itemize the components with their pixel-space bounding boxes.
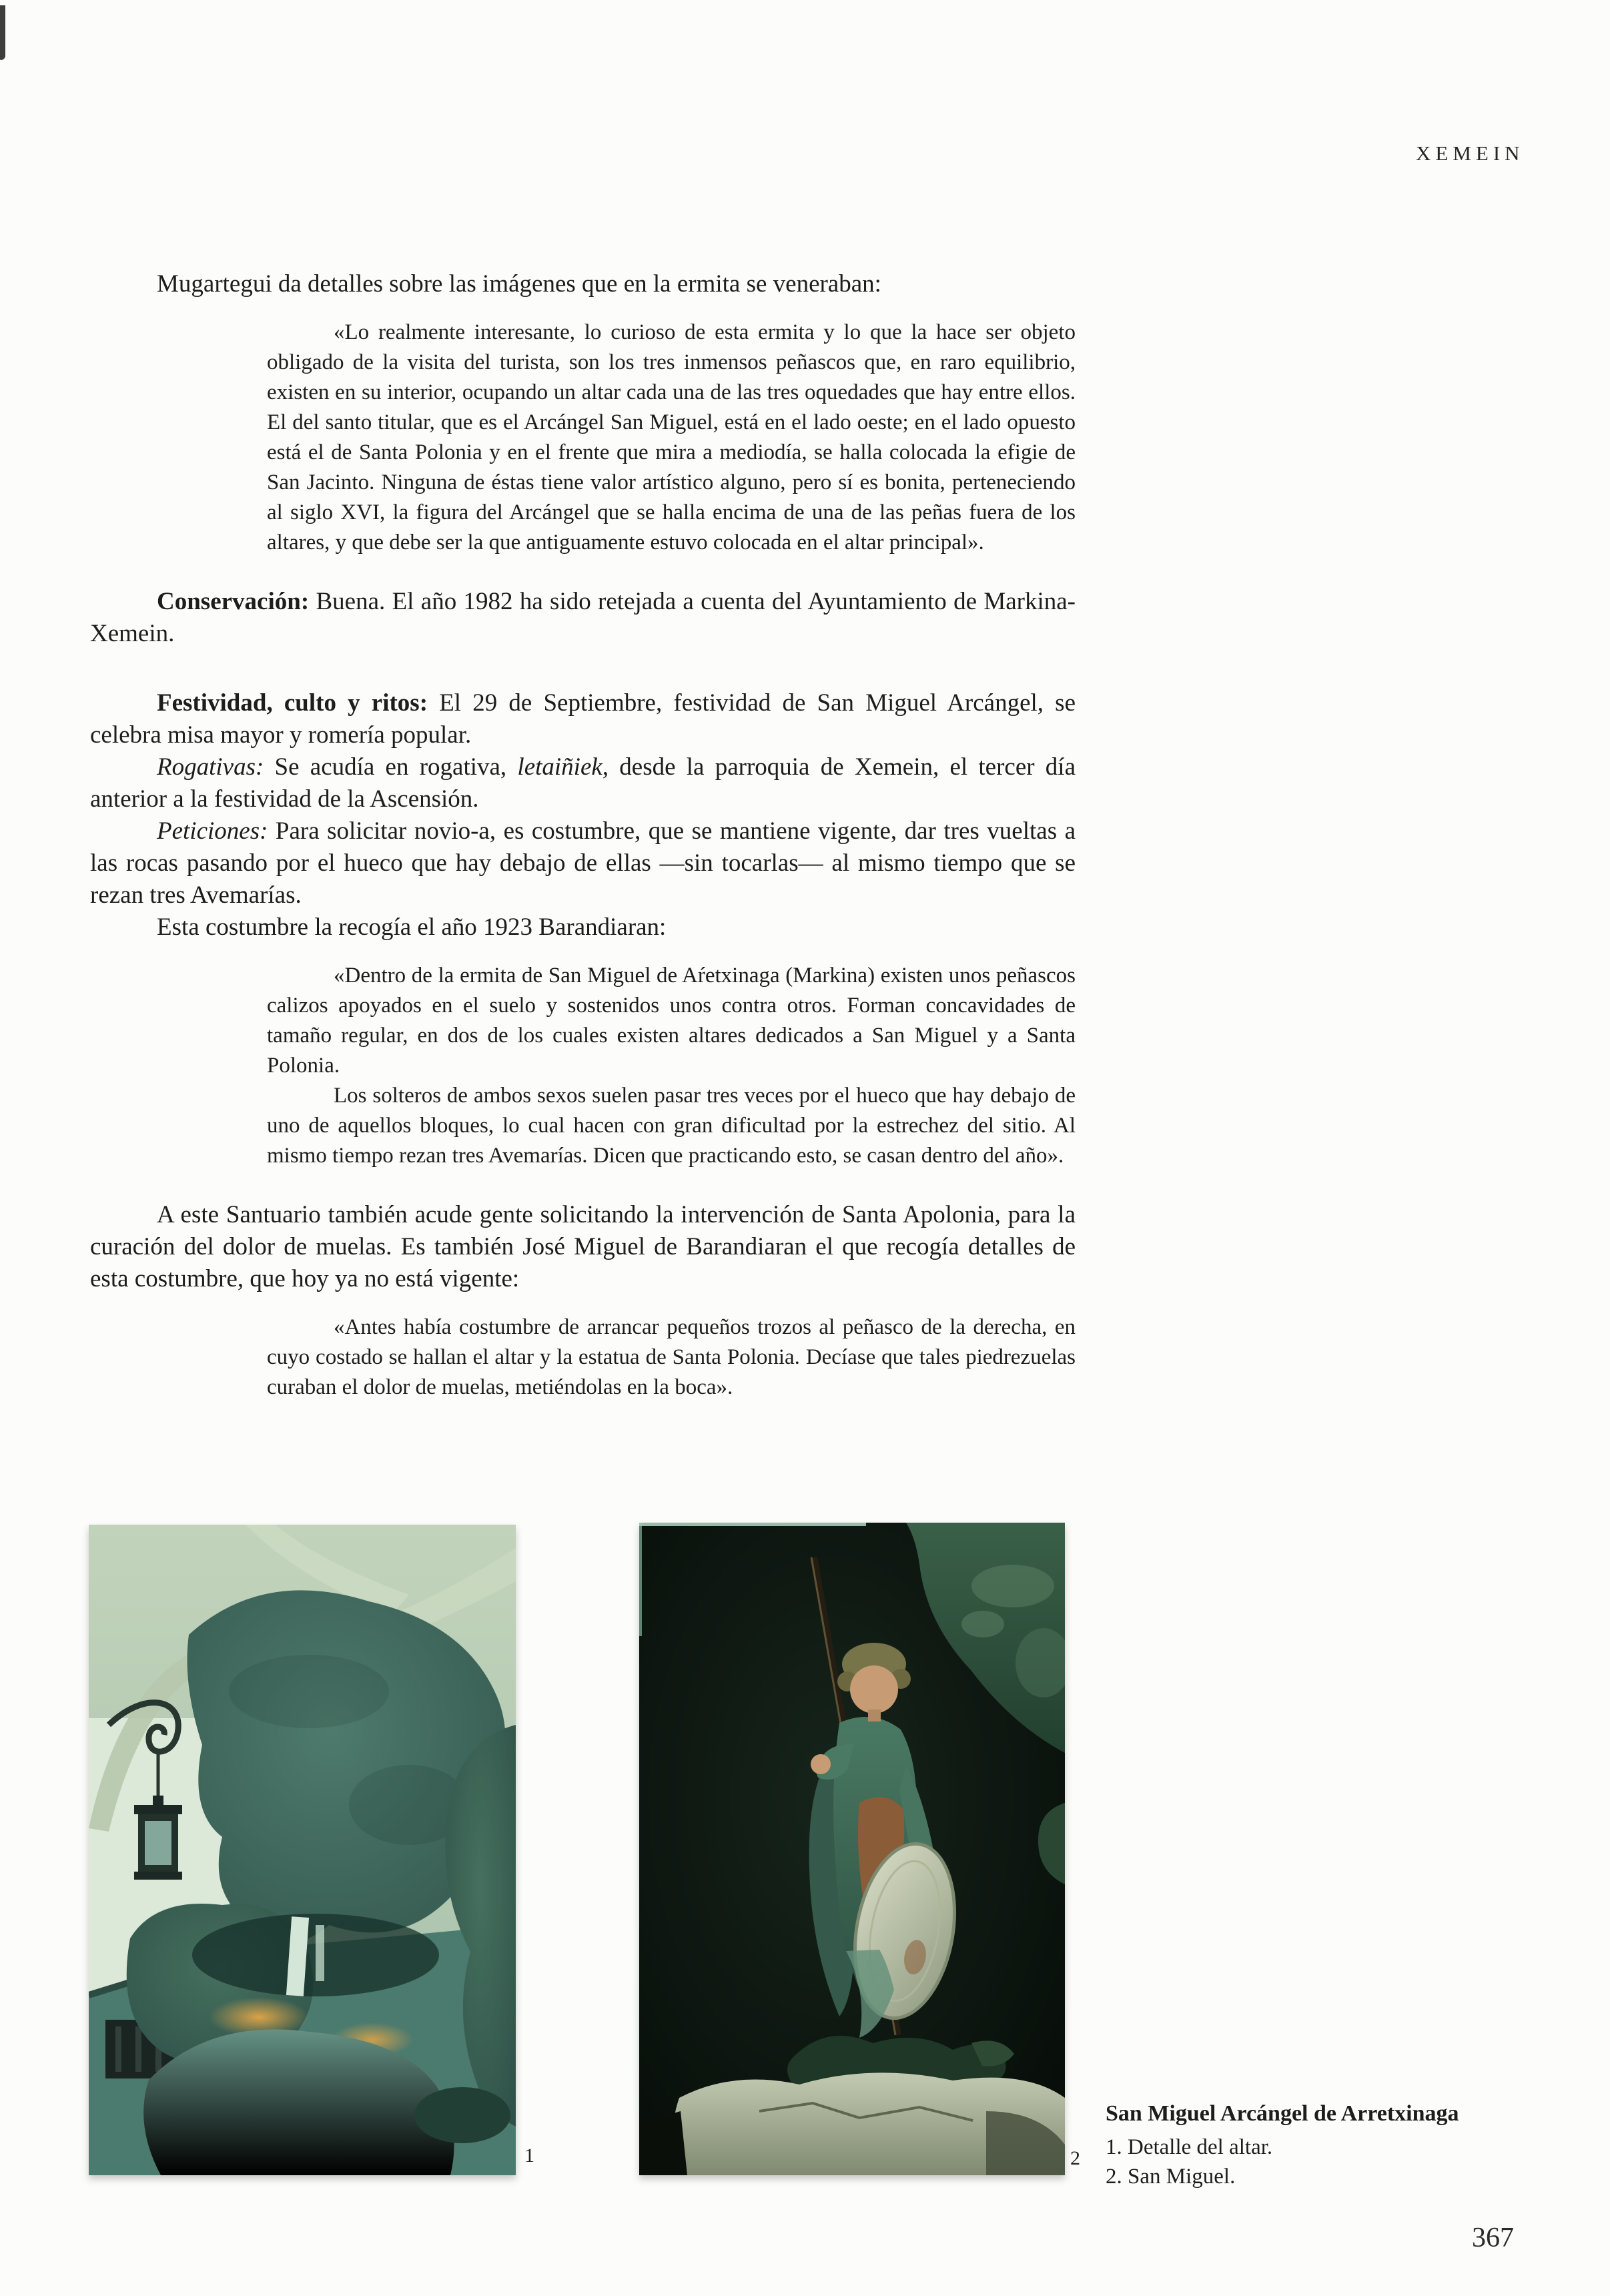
left-hand: [811, 1754, 831, 1774]
scan-fringe-top: [639, 1523, 866, 1526]
rogativas-text-2: , desde la parroquia de Xemein, el tercer día anterior a la festividad de la Ascensión.: [90, 753, 1076, 813]
quote-block-2: [267, 961, 1076, 1171]
figure-2-photo: [639, 1523, 1065, 2175]
peticiones-label: Peticiones:: [157, 817, 268, 845]
lantern-shape: [134, 1796, 182, 1880]
caption-title: San Miguel Arcángel de Arretxinaga: [1106, 2101, 1459, 2126]
figure-1-number: 1: [524, 2145, 534, 2167]
quote-block-3: [267, 1312, 1076, 1403]
quote2-paragraph-2: Los solteros de ambos sexos suelen pasar tres veces por el hueco que hay debajo de uno de aquellos bloques, lo cual hacen con gran dificultad por la estrechez del sitio. Al mismo tiempo rezan tres Avemarías. Dicen que practicando esto, se casan dentro del año».: [267, 1084, 1076, 1168]
figure-2-number: 2: [1070, 2147, 1080, 2169]
running-header: XEMEIN: [1416, 141, 1525, 165]
caption-block: [1106, 2099, 1559, 2191]
quote-block-1: [267, 318, 1076, 558]
page-number: 367: [1472, 2223, 1514, 2253]
dark-rock-fragment: [414, 2087, 510, 2143]
rock-mottle-1: [971, 1565, 1054, 1607]
conservacion-label: Conservación:: [157, 588, 310, 615]
san-miguel-statue-photo: [639, 1523, 1065, 2175]
peticiones-text: Para solicitar novio-a, es costumbre, que se mantiene vigente, dar tres vueltas a las rocas pasando por el hueco que hay debajo de ellas —sin tocarlas— al mismo tiempo que se rezan tres Avemarías.: [90, 817, 1076, 909]
festividad-text: El 29 de Septiembre, festividad de San Miguel Arcángel, se celebra misa mayor y romería popular.: [90, 689, 1076, 749]
neck: [868, 1709, 881, 1721]
rocks-interior-photo: [89, 1525, 516, 2175]
costumbre-1923-line: Esta costumbre la recogía el año 1923 Barandiaran:: [157, 913, 667, 941]
conservacion-text: Buena. El año 1982 ha sido retejada a cuenta del Ayuntamiento de Markina-Xemein.: [90, 588, 1076, 647]
caption-item-1: 1. Detalle del altar.: [1106, 2135, 1273, 2159]
santuario-paragraph: A este Santuario también acude gente solicitando la intervención de Santa Apolonia, para la curación del dolor de muelas. Es también José Miguel de Barandiaran el que recogía detalles de esta costumbre, que hoy ya no está vigente:: [90, 1201, 1076, 1292]
rogativas-basque-term: letaiñiek: [517, 753, 602, 781]
light-gap-2: [316, 1925, 324, 1981]
quote3-paragraph: «Antes había costumbre de arrancar pequeños trozos al peñasco de la derecha, en cuyo costado se hallan el altar y la estatua de Santa Polonia. Decíase que tales piedrezuelas curaban el dolor de muelas, metiéndolas en la boca».: [267, 1315, 1076, 1399]
rock-texture-1: [229, 1655, 389, 1728]
scan-fringe-left: [639, 1523, 642, 1636]
festividad-paragraph: [90, 687, 1076, 751]
rogativas-label: Rogativas:: [157, 753, 264, 781]
festividad-label: Festividad, culto y ritos:: [157, 689, 428, 717]
quote2-paragraph-1: «Dentro de la ermita de San Miguel de Aŕetxinaga (Markina) existen unos peñascos calizos apoyados en el suelo y sostenidos unos contra otros. Forman concavidades de tamaño regular, en dos de los cuales existen altares dedicados a San Miguel y a Santa Polonia.: [267, 964, 1076, 1078]
rock-mottle-3: [961, 1611, 1004, 1637]
scan-edge-artifact: [0, 5, 5, 60]
intro-paragraph: Mugartegui da detalles sobre las imágenes que en la ermita se veneraban:: [157, 270, 881, 298]
rogativas-paragraph: [90, 751, 1076, 815]
caption-item-2: 2. San Miguel.: [1106, 2165, 1236, 2189]
figure-1-photo: [89, 1525, 516, 2175]
quote1-paragraph: «Lo realmente interesante, lo curioso de esta ermita y lo que la hace ser objeto obligado de la visita del turista, son los tres inmensos peñascos que, en raro equilibrio, existen en su interior, ocupando un altar cada una de las tres oquedades que hay entre ellos. El del santo titular, que es el Arcángel San Miguel, está en el lado oeste; en el lado opuesto está el de Santa Polonia y en el frente que mira a mediodía, se halla colocada la efigie de San Jacinto. Ninguna de éstas tiene valor artístico alguno, pero sí es bonita, perteneciendo al siglo XVI, la figura del Arcángel que se halla encima de una de las peñas fuera de los altares, y que debe ser la que antiguamente estuvo colocada en el altar principal».: [267, 320, 1076, 554]
text-column: [90, 268, 1076, 1403]
conservacion-paragraph: [90, 586, 1076, 650]
peticiones-paragraph: [90, 815, 1076, 911]
rogativas-text-1: Se acudía en rogativa,: [274, 753, 518, 781]
face: [850, 1665, 898, 1713]
